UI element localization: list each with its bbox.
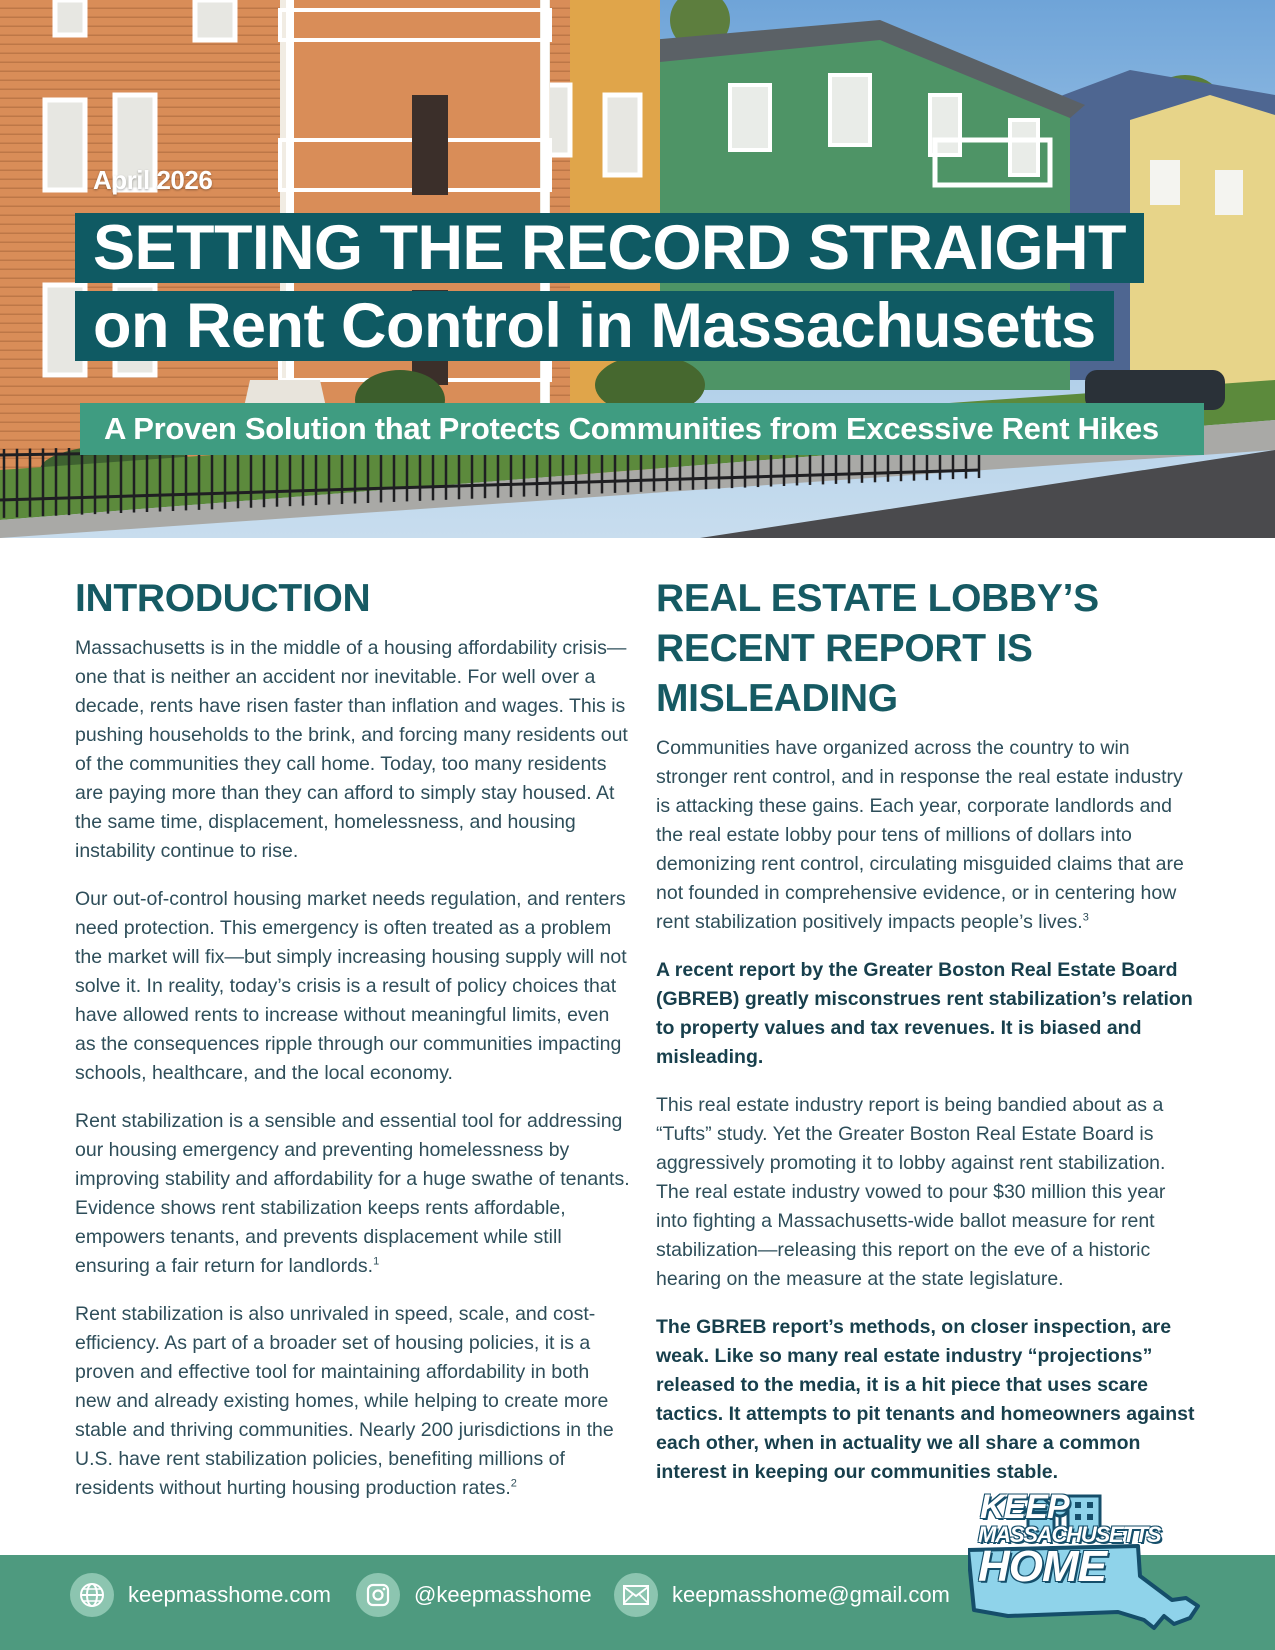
website-text: keepmasshome.com: [128, 1582, 331, 1607]
logo-word-massachusetts: MASSACHUSETTS: [978, 1522, 1161, 1547]
intro-paragraph-3-text: Rent stabilization is a sensible and essential tool for addressing our housing emergency and preventing homelessness by improving stability and affordability for a huge swathe of tenants. Evidence shows rent stabilization keeps rents affordable, empowers tenants, and prevents displacement while still ensuring a fair return for landlords.: [75, 1110, 630, 1277]
intro-paragraph-1: Massachusetts is in the middle of a housing affordability crisis—one that is neither an accident nor inevitable. For well over a decade, rents have risen faster than inflation and wages. This is pushing households to the brink, and forcing many residents out of the communities they call home. Today, too many residents are paying more than they can afford to simply stay housed. At the same time, displacement, homelessness, and housing instability continue to rise.: [75, 637, 628, 862]
lobby-paragraph-1: [656, 734, 1201, 937]
logo-word-home: HOME: [978, 1542, 1106, 1591]
lobby-report-section: [656, 574, 1201, 1506]
publication-date: April 2026: [93, 165, 213, 195]
lobby-paragraph-2: A recent report by the Greater Boston Real Estate Board (GBREB) greatly misconstrues rent stabilization’s relation to property values and tax revenues. It is biased and misleading.: [656, 959, 1193, 1068]
introduction-section: [75, 574, 630, 1522]
lobby-paragraph-4: The GBREB report’s methods, on closer inspection, are weak. Like so many real estate industry “projections” released to the media, it is a hit piece that uses scare tactics. It attempts to pit tenants and homeowners against each other, when in actuality we all share a common interest in keeping our communities stable.: [656, 1316, 1195, 1483]
footnote-ref-3[interactable]: 3: [1082, 911, 1089, 924]
logo-word-keep: KEEP: [980, 1488, 1069, 1526]
social-link[interactable]: [356, 1572, 592, 1618]
lobby-paragraph-3: This real estate industry report is being bandied about as a “Tufts” study. Yet the Greater Boston Real Estate Board is aggressively promoting it to lobby against rent stabilization. The real estate industry vowed to pour $30 million this year into fighting a Massachusetts-wide ballot measure for rent stabilization—releasing this report on the eve of a historic hearing on the measure at the state legislature.: [656, 1094, 1166, 1290]
page-title-line-2: on Rent Control in Massachusetts: [75, 291, 1114, 361]
globe-icon: [70, 1573, 114, 1617]
website-link[interactable]: [70, 1572, 331, 1618]
intro-paragraph-3: [75, 1107, 630, 1281]
hero-photo: [0, 0, 1275, 538]
footnote-ref-1[interactable]: 1: [373, 1255, 380, 1268]
intro-paragraph-4-text: Rent stabilization is also unrivaled in speed, scale, and cost-efficiency. As part of a broader set of housing policies, it is a proven and effective tool for maintaining affordability in both new and already existing homes, while helping to create more stable and thriving communities. Nearly 200 jurisdictions in the U.S. have rent stabilization policies, benefiting millions of residents without hurting housing production rates.: [75, 1303, 614, 1499]
intro-paragraph-2: Our out-of-control housing market needs regulation, and renters need protection. This emergency is often treated as a problem the market will fix—but simply increasing housing supply will not solve it. In reality, today’s crisis is a result of policy choices that have allowed rents to increase without meaningful limits, even as the consequences ripple through our communities impacting schools, healthcare, and the local economy.: [75, 888, 627, 1084]
email-link[interactable]: [614, 1572, 950, 1618]
page-title-line-1: SETTING THE RECORD STRAIGHT: [75, 213, 1144, 283]
intro-paragraph-4: [75, 1300, 630, 1503]
page-subtitle: A Proven Solution that Protects Communities from Excessive Rent Hikes: [80, 403, 1204, 455]
email-text: keepmasshome@gmail.com: [672, 1582, 950, 1607]
lobby-paragraph-1-text: Communities have organized across the country to win stronger rent control, and in response the real estate industry is attacking these gains. Each year, corporate landlords and the real estate lobby pour tens of millions of dollars into demonizing rent control, circulating misguided claims that are not founded in comprehensive evidence, or in centering how rent stabilization positively impacts people’s lives.: [656, 737, 1184, 933]
introduction-heading: INTRODUCTION: [75, 577, 371, 620]
keep-massachusetts-home-logo: [968, 1488, 1208, 1638]
social-handle-text: @keepmasshome: [414, 1582, 592, 1607]
envelope-icon: [614, 1573, 658, 1617]
footnote-ref-2[interactable]: 2: [510, 1477, 517, 1490]
instagram-icon: [356, 1573, 400, 1617]
lobby-report-heading: REAL ESTATE LOBBY’S RECENT REPORT IS MISLEADING: [656, 577, 1099, 720]
